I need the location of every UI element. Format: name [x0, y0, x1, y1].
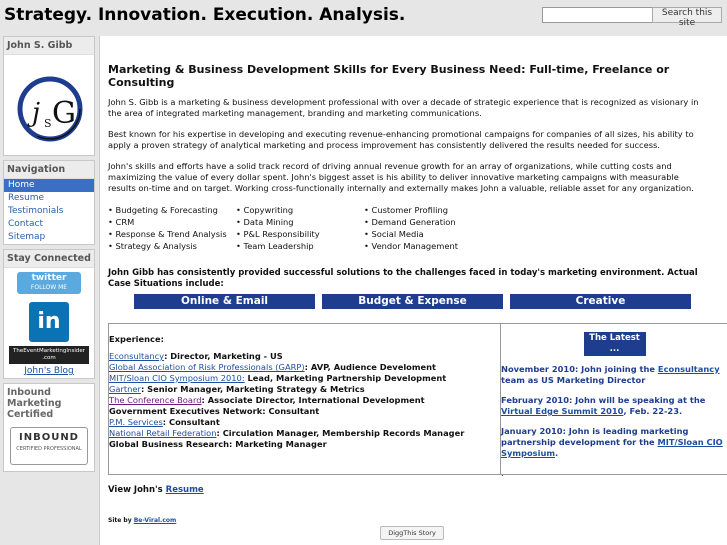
linkedin-icon[interactable]: in	[29, 302, 69, 342]
navigation-title: Navigation	[4, 161, 94, 179]
news-link[interactable]: Econsultancy	[657, 364, 720, 374]
case-tabs	[134, 294, 727, 309]
main-content	[99, 36, 727, 545]
news-link[interactable]: Virtual Edge Summit 2010	[501, 406, 624, 416]
johns-blog-link[interactable]: John's Blog	[24, 366, 74, 376]
twitter-follow-button[interactable]	[17, 272, 81, 294]
experience-latest-table	[108, 323, 727, 478]
experience-item	[109, 362, 500, 373]
experience-org-link[interactable]: MIT/Sloan CIO Symposium 2010:	[109, 373, 245, 383]
experience-role: : Associate Director, International Development	[201, 395, 425, 405]
resume-line	[108, 485, 204, 495]
case-situations-intro: John Gibb has consistently provided successful solutions to the challenges faced in today's marketing environment. Actual Case Situations include:	[108, 268, 698, 289]
experience-item	[109, 439, 500, 450]
experience-role: : Consultant	[162, 417, 220, 427]
skill-item: • Social Media	[364, 228, 504, 240]
news-item	[501, 364, 727, 386]
sidebar	[3, 36, 95, 476]
skill-item: • Copywriting	[236, 204, 364, 216]
tab-creative[interactable]: Creative	[510, 294, 691, 309]
profile-box	[3, 36, 95, 156]
site-by-link[interactable]: Be-Viral.com	[133, 517, 177, 524]
page-headline: Marketing & Business Development Skills for Every Business Need: Full-time, Freelance or Consulting	[108, 63, 670, 89]
news-text: .	[555, 448, 559, 458]
news-item	[501, 395, 727, 417]
experience-role: Global Business Research: Marketing Manager	[109, 439, 327, 449]
stay-connected-title: Stay Connected	[4, 250, 94, 268]
tab-online-email[interactable]: Online & Email	[134, 294, 315, 309]
news-text: team as US Marketing Director	[501, 375, 646, 385]
inbound-title: Inbound Marketing Certified	[7, 387, 62, 420]
experience-role: : Circulation Manager, Membership Records Manager	[216, 428, 465, 438]
skill-item: • Team Leadership	[236, 240, 364, 252]
skill-item: • Strategy & Analysis	[108, 240, 236, 252]
digg-button[interactable]: DiggThis Story	[380, 526, 444, 540]
news-text: January 2010: John is leading marketing partnership development for the	[501, 426, 689, 447]
svg-text:j: j	[32, 98, 41, 128]
experience-item	[109, 373, 500, 384]
site-by-pre: Site by	[108, 517, 134, 524]
twitter-label: twitter	[31, 273, 67, 283]
news-text: February 2010: John will be speaking at the	[501, 395, 706, 405]
nav-item-testimonials[interactable]: Testimonials	[8, 206, 64, 216]
twitter-follow-label: FOLLOW ME	[30, 284, 68, 291]
profile-title: John S. Gibb	[4, 37, 94, 55]
navigation-box	[3, 160, 95, 245]
skills-list	[108, 204, 727, 252]
experience-org-link[interactable]: Global Association of Risk Professionals (GARP)	[109, 362, 305, 372]
stay-connected-box	[3, 249, 95, 379]
experience-role: Government Executives Network: Consultant	[109, 406, 320, 416]
skill-item: • Budgeting & Forecasting	[108, 204, 236, 216]
experience-role: : Director, Marketing - US	[164, 351, 283, 361]
news-item	[501, 426, 727, 459]
experience-item	[109, 351, 500, 362]
site-credit	[108, 517, 176, 524]
insider-suffix: .com	[42, 355, 56, 361]
inbound-sub: CERTIFIED PROFESSIONAL	[16, 446, 82, 452]
resume-pre: View John's	[108, 485, 166, 495]
expertise-paragraph: Best known for his expertise in developing and executing revenue-enhancing promotional campaigns for companies of all sizes, his ability to apply a proven strategy of analytical marketing and process improvement has consistently delivered the results needed for success.	[108, 129, 694, 150]
skill-item: • Vendor Management	[364, 240, 504, 252]
experience-item	[109, 384, 500, 395]
inbound-box	[3, 383, 95, 472]
experience-org-link[interactable]: P.M. Services	[109, 417, 163, 427]
latest-badge: The Latest ...	[584, 332, 646, 356]
jsg-logo-icon	[4, 55, 96, 155]
skill-item: • P&L Responsibility	[236, 228, 364, 240]
nav-item-home[interactable]: Home	[4, 179, 94, 192]
news-text: November 2010: John joining the	[501, 364, 658, 374]
skill-item: • Customer Profiling	[364, 204, 504, 216]
tab-budget-expense[interactable]: Budget & Expense	[322, 294, 503, 309]
latest-news-column	[501, 324, 727, 478]
search-input[interactable]	[542, 7, 653, 23]
skill-item: • Data Mining	[236, 216, 364, 228]
resume-link[interactable]: Resume	[165, 485, 204, 495]
inbound-certified-badge	[10, 427, 88, 465]
nav-item-sitemap[interactable]: Sitemap	[8, 232, 46, 242]
experience-org-link[interactable]: The Conference Board	[109, 395, 202, 405]
experience-role: : AVP, Audience Develoment	[304, 362, 437, 372]
nav-item-contact[interactable]: Contact	[8, 219, 44, 229]
skill-item: • Demand Generation	[364, 216, 504, 228]
news-text: , Feb. 22-23.	[623, 406, 683, 416]
experience-column	[109, 324, 501, 474]
svg-text:G: G	[52, 96, 76, 131]
experience-role: Lead, Marketing Partnership Development	[244, 373, 447, 383]
experience-item	[109, 417, 500, 428]
jsg-logo	[4, 55, 94, 155]
intro-paragraph: John S. Gibb is a marketing & business development professional with over a decade of strategic experience that is recognized as visionary in the area of integrated marketing management, branding and marketing communications.	[108, 97, 699, 118]
skill-item: • CRM	[108, 216, 236, 228]
insider-label: TheEventMarketingInsider	[12, 348, 86, 354]
site-title: Strategy. Innovation. Execution. Analysis.	[4, 5, 406, 25]
experience-role: : Senior Manager, Marketing Strategy & Metrics	[140, 384, 365, 394]
experience-item	[109, 406, 500, 417]
nav-item-resume[interactable]: Resume	[8, 193, 45, 203]
experience-org-link[interactable]: National Retail Federation	[109, 428, 217, 438]
experience-item	[109, 428, 500, 439]
experience-org-link[interactable]: Econsultancy	[109, 351, 165, 361]
inbound-word: INBOUND	[18, 432, 79, 443]
skill-item: • Response & Trend Analysis	[108, 228, 236, 240]
experience-item	[109, 395, 500, 406]
experience-org-link[interactable]: Gartner	[109, 384, 141, 394]
track-record-paragraph: John's skills and efforts have a solid track record of driving annual revenue growth for an array of organizations, while cutting costs and maximizing the value of every dollar spent. John's biggest asset is his ability to deliver innovative marketing campaigns with measurable results on-time and on target. Working cross-functionally internally and externally makes John a valuable, reliable asset for any organization.	[108, 161, 694, 193]
svg-text:S: S	[44, 117, 52, 130]
event-marketing-insider-logo[interactable]	[9, 346, 89, 364]
latest-trailing-dot: .	[501, 468, 504, 478]
search-button[interactable]: Search this site	[652, 7, 722, 23]
experience-title: Experience:	[109, 334, 164, 344]
news-link[interactable]: MIT/Sloan CIO Symposium	[501, 437, 723, 458]
